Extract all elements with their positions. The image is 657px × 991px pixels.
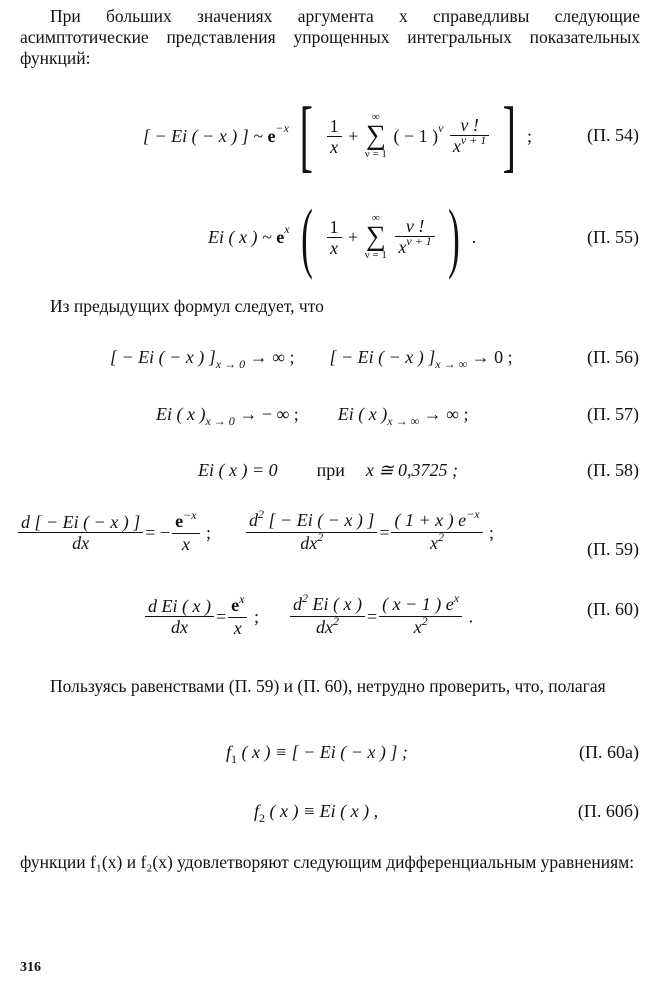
eq54-lhs: [ − Ei ( − x ) ] ~: [143, 126, 268, 146]
intro-paragraph: При больших значениях аргумента x справедливы следующие асимптотические представления упрощенных интегральных показательных функций:: [20, 6, 640, 68]
eq59-d3-exp: 2: [317, 530, 324, 544]
eq55-x: x: [330, 237, 339, 258]
eq56-a-sub: x → 0: [215, 357, 246, 371]
eq55-sum-top: ∞: [371, 212, 380, 224]
eq59-n3-exp: 2: [258, 507, 265, 521]
eq57-b: Ei ( x ): [337, 404, 388, 424]
equation-p55: [0, 193, 657, 280]
eq59-n2-exp: −x: [183, 508, 197, 522]
equation-p60b: [0, 800, 657, 826]
eq58-word: при: [316, 460, 345, 480]
eq56-a-rest: → ∞ ;: [245, 347, 295, 367]
eq60-n2: e: [231, 595, 240, 615]
eq56-label: (П. 56): [587, 347, 639, 367]
differential-equations-paragraph: функции f₁(x) и f₂(x) удовлетворяют следующим дифференциальным уравнениям:: [20, 852, 635, 872]
eq55-exp: x: [284, 222, 290, 236]
eq60-n3: d: [292, 594, 302, 614]
eq60-frac1: [145, 596, 214, 637]
eq59-label: (П. 59): [587, 539, 639, 559]
eq60-n2-exp: x: [239, 592, 245, 606]
eq60-n4-exp: x: [453, 591, 460, 605]
eq59-n1: d [ − Ei ( − x ) ]: [18, 512, 143, 533]
eq54-den: x: [452, 135, 461, 156]
eq54-one: 1: [327, 116, 342, 137]
eq60-eq2: =: [366, 606, 378, 627]
eq57-b-sub: x → ∞: [387, 414, 420, 428]
page-number: 316: [20, 960, 41, 975]
eq60-d3-exp: 2: [332, 614, 339, 628]
eq60-tail: .: [464, 606, 474, 627]
equation-p60: [0, 591, 657, 648]
eq59-frac4: [391, 507, 482, 555]
equation-p56: [0, 346, 657, 372]
eq59-d4: x: [430, 533, 439, 553]
eq56-a: [ − Ei ( − x ) ]: [110, 347, 216, 367]
eq60a-f: f: [226, 742, 232, 762]
eq55-den: x: [398, 236, 407, 257]
eq60-label: (П. 60): [587, 599, 639, 619]
eq60-n3-exp: 2: [301, 591, 308, 605]
eq54-sign: ( − 1 ): [393, 126, 439, 146]
eq60a-label: (П. 60а): [579, 742, 639, 762]
eq55-plus: +: [348, 227, 359, 247]
eq54-e: e: [267, 126, 276, 146]
eq59-frac1: [18, 512, 143, 553]
eq56-b-rest: → 0 ;: [467, 347, 513, 367]
eq54-sigma: ∑: [365, 120, 386, 151]
equation-p57: [0, 403, 657, 429]
eq55-sum-bottom: ν = 1: [364, 249, 387, 261]
eq59-d2: x: [181, 534, 190, 554]
eq57-b-rest: → ∞ ;: [419, 404, 469, 424]
eq55-e: e: [276, 227, 285, 247]
eq54-factorial: ν !: [450, 115, 489, 136]
eq60b-label: (П. 60б): [577, 801, 639, 821]
preceding-formulas-paragraph: Из предыдущих формул следует, что: [50, 296, 324, 316]
eq59-n3-rest: [ − Ei ( − x ) ]: [264, 510, 375, 530]
eq60-frac4: [379, 591, 462, 639]
eq59-tail: ;: [484, 522, 495, 543]
eq54-plus: +: [348, 126, 359, 146]
eq60-d4: x: [413, 617, 422, 637]
eq54-x: x: [330, 136, 339, 157]
eq59-n3: d: [249, 510, 259, 530]
eq60a-sub: 1: [231, 752, 238, 766]
eq54-frac-one: [327, 116, 342, 157]
eq55-den-exp: ν + 1: [406, 233, 432, 248]
eq59-eq2: =: [379, 522, 390, 543]
equation-p59: [0, 507, 657, 564]
equation-p58: [0, 459, 657, 485]
eq60-frac2: [228, 592, 247, 638]
eq60-sep: ;: [249, 606, 259, 627]
equation-p54: [0, 92, 657, 180]
eq57-a-rest: → − ∞ ;: [234, 404, 299, 424]
eq58-rhs: x ≅ 0,3725 ;: [365, 460, 458, 480]
eq54-sign-exp: ν: [438, 121, 444, 135]
eq54-right-bracket: ]: [502, 92, 516, 180]
eq59-n4-exp: −x: [466, 507, 480, 521]
eq60-frac3: [290, 591, 365, 639]
eq54-frac-term: [450, 115, 489, 158]
eq59-d4-exp: 2: [438, 530, 445, 544]
eq55-label: (П. 55): [587, 227, 639, 247]
eq54-label: (П. 54): [587, 125, 639, 145]
eq59-d1: dx: [72, 533, 90, 553]
eq60-eq1: =: [215, 606, 227, 627]
eq58-lhs: Ei ( x ) = 0: [198, 460, 278, 480]
eq57-a: Ei ( x ): [156, 404, 206, 424]
eq55-tail: .: [471, 227, 477, 247]
eq60-n4: ( x − 1 ) e: [382, 594, 454, 614]
eq60b-f: f: [254, 801, 260, 821]
eq55-lhs: Ei ( x ) ~: [208, 227, 277, 247]
eq60b-sub: 2: [259, 811, 266, 825]
eq59-frac3: [246, 507, 377, 555]
eq60-d2: x: [233, 618, 242, 638]
eq54-sum-bottom: ν = 1: [364, 148, 387, 160]
eq54-exp: −x: [275, 121, 289, 135]
eq56-b-sub: x → ∞: [435, 357, 468, 371]
eq60-d1: dx: [170, 617, 188, 637]
eq59-sep: ;: [201, 522, 212, 543]
eq57-label: (П. 57): [587, 404, 639, 424]
eq55-sum: [365, 213, 387, 261]
eq57-a-sub: x → 0: [205, 414, 235, 428]
eq60a-rest: ( x ) ≡ [ − Ei ( − x ) ] ;: [237, 742, 408, 762]
equation-p60a: [0, 741, 657, 767]
eq59-frac2: [172, 508, 199, 554]
eq54-sum: [365, 112, 387, 160]
eq56-b: [ − Ei ( − x ) ]: [329, 347, 436, 367]
eq60-d3: dx: [315, 617, 333, 637]
eq54-left-bracket: [: [300, 92, 314, 180]
eq60-n1: d Ei ( x ): [145, 596, 214, 617]
eq58-label: (П. 58): [587, 460, 639, 480]
eq54-tail: ;: [526, 126, 532, 146]
eq60b-rest: ( x ) ≡ Ei ( x ) ,: [265, 801, 379, 821]
eq55-left-paren: (: [301, 193, 313, 280]
eq55-one: 1: [327, 217, 342, 238]
eq54-sum-top: ∞: [371, 111, 380, 123]
eq59-n2: e: [175, 511, 184, 531]
eq54-den-exp: ν + 1: [460, 132, 487, 147]
eq59-d3: dx: [300, 533, 318, 553]
eq55-frac-one: [327, 217, 342, 258]
eq60-d4-exp: 2: [421, 614, 428, 628]
eq59-n4: ( 1 + x ) e: [394, 510, 467, 530]
verification-paragraph: Пользуясь равенствами (П. 59) и (П. 60), нетрудно проверить, что, полагая: [50, 676, 606, 696]
eq60-n3-rest: Ei ( x ): [307, 594, 362, 614]
eq59-eq1: = −: [145, 522, 171, 543]
eq55-factorial: ν !: [395, 216, 434, 237]
eq55-right-paren: ): [448, 193, 461, 280]
eq55-frac-term: [395, 216, 434, 259]
eq55-sigma: ∑: [365, 221, 386, 252]
